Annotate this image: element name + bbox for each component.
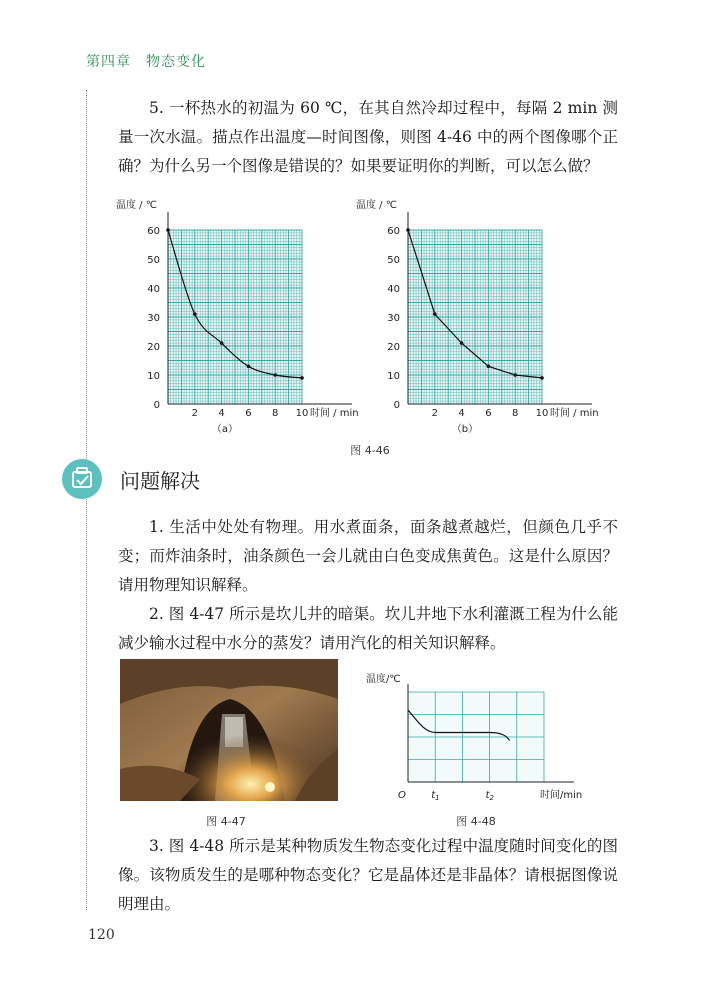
x-tick-label: 8	[272, 408, 279, 419]
karez-tunnel-photo	[120, 659, 338, 801]
x-tick-label: 4	[218, 408, 225, 419]
y-tick-label: 0	[393, 400, 400, 411]
data-point	[513, 373, 517, 377]
figure-4-46-caption: 图 4-46	[350, 444, 390, 457]
chart-4-48	[360, 672, 590, 804]
data-point	[487, 365, 491, 369]
panel-label: （b）	[451, 424, 479, 435]
x-tick-label-t1: $t_1$	[431, 790, 440, 802]
data-point	[406, 228, 410, 232]
page-number: 120	[88, 927, 115, 943]
data-point	[460, 341, 464, 345]
y-tick-label: 30	[387, 313, 400, 324]
section-title: 问题解决	[120, 469, 200, 493]
y-tick-label: 0	[153, 400, 160, 411]
y-tick-label: 50	[147, 255, 160, 266]
x-tick-label: 2	[431, 408, 438, 419]
x-tick-label: 4	[458, 408, 465, 419]
data-point	[247, 365, 251, 369]
y-tick-label: 30	[147, 313, 160, 324]
checklist-icon	[62, 459, 102, 499]
x-axis-label: 时间 / min	[550, 408, 599, 419]
chart-a	[112, 188, 372, 438]
y-tick-label: 60	[387, 226, 400, 237]
problem-1: 1. 生活中处处有物理。用水煮面条，面条越煮越烂，但颜色几乎不变；而炸油条时，油条颜色一会儿就由白色变成焦黄色。这是什么原因？请用物理知识解释。	[118, 518, 618, 594]
y-tick-label: 40	[147, 284, 160, 295]
question-5: 5. 一杯热水的初温为 60 ℃，在其自然冷却过程中，每隔 2 min 测量一次水温。描点作出温度—时间图像，则图 4-46 中的两个图像哪个正确？为什么另一个图像是错误的？如果要证明你的判断，可以怎么做？	[118, 99, 618, 175]
y-axis-label: 温度 / ℃	[116, 200, 157, 211]
x-tick-label-t2: $t_2$	[485, 790, 494, 802]
y-tick-label: 50	[387, 255, 400, 266]
y-tick-label: 10	[147, 371, 160, 382]
data-point	[300, 376, 304, 380]
margin-dotted-line	[86, 90, 87, 910]
chapter-header: 第四章 物态变化	[86, 54, 206, 70]
y-tick-label: 20	[387, 342, 400, 353]
x-tick-label: 6	[485, 408, 492, 419]
problem-2: 2. 图 4-47 所示是坎儿井的暗渠。坎儿井地下水利灌溉工程为什么能减少输水过程中水分的蒸发？请用汽化的相关知识解释。	[118, 605, 618, 652]
x-tick-label: 6	[245, 408, 252, 419]
data-point	[166, 228, 170, 232]
chart-b	[352, 188, 622, 438]
y-axis-label: 温度/℃	[366, 674, 401, 685]
x-tick-label: 2	[191, 408, 198, 419]
data-point	[540, 376, 544, 380]
x-tick-label: 10	[295, 408, 309, 419]
data-point	[433, 312, 437, 316]
data-point	[193, 312, 197, 316]
y-tick-label: 20	[147, 342, 160, 353]
x-axis-label: 时间/min	[540, 790, 583, 801]
x-tick-label: 8	[512, 408, 519, 419]
data-point	[220, 341, 224, 345]
problem-3: 3. 图 4-48 所示是某种物质发生物态变化过程中温度随时间变化的图像。该物质发生的是哪种物态变化？它是晶体还是非晶体？请根据图像说明理由。	[118, 837, 618, 913]
panel-label: （a）	[211, 424, 239, 435]
y-axis-label: 温度 / ℃	[356, 200, 397, 211]
origin-label: O	[398, 790, 406, 801]
x-axis-label: 时间 / min	[310, 408, 359, 419]
y-tick-label: 40	[387, 284, 400, 295]
y-tick-label: 60	[147, 226, 160, 237]
figure-4-48-caption: 图 4-48	[456, 815, 496, 828]
x-tick-label: 10	[535, 408, 549, 419]
y-tick-label: 10	[387, 371, 400, 382]
data-point	[273, 373, 277, 377]
figure-4-47-caption: 图 4-47	[206, 815, 246, 828]
